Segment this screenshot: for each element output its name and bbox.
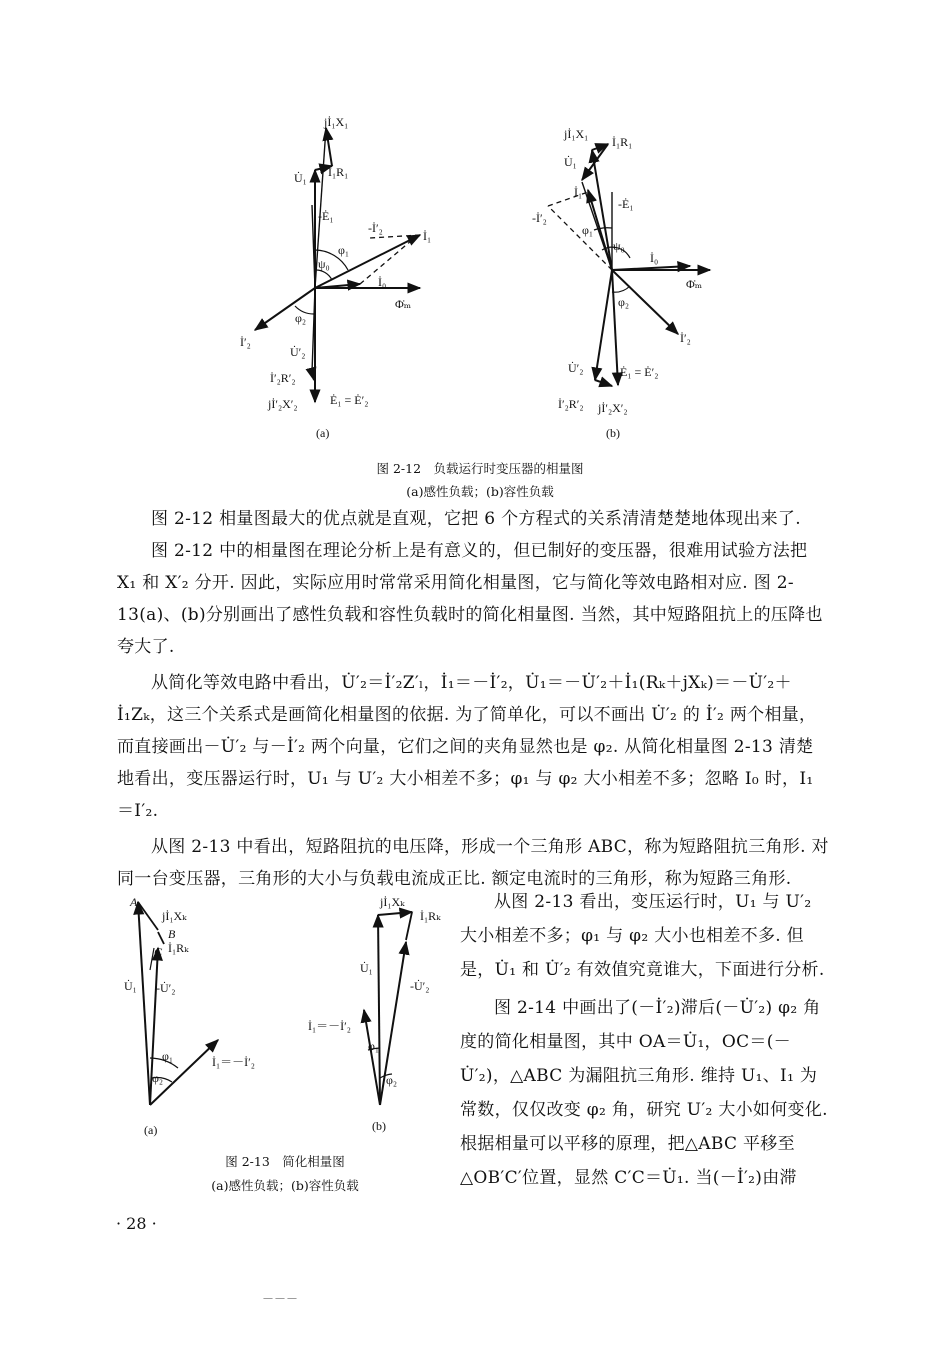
diagram-b xyxy=(548,144,710,386)
label-a-minusI2p: -İ′₂ xyxy=(368,221,383,235)
figure-2-12 xyxy=(220,110,740,450)
label-13a-C: C xyxy=(154,945,163,959)
diagram-13a-labels xyxy=(124,895,255,1137)
label-b-jI1X1: jİ₁X₁ xyxy=(564,127,589,141)
sublabel-13b: (b) xyxy=(372,1119,386,1133)
label-b-E1eqE2p: Ė₁ = Ė′₂ xyxy=(620,365,659,379)
figure-2-13-caption: 图 2-13 简化相量图 xyxy=(225,1154,345,1169)
label-b-I2p: İ′₂ xyxy=(680,331,691,345)
label-a-I2pR2p: İ′₂R′₂ xyxy=(270,371,296,385)
label-a-I2p: İ′₂ xyxy=(240,335,251,349)
paragraph-3: 从简化等效电路中看出，U̇′₂＝İ′₂Z′ₗ，İ₁＝－İ′₂，U̇₁＝－U̇′₂＋İ₁(Rₖ＋jXₖ)＝－U̇′₂＋İ₁Zₖ，这三个关系式是画简化相量图的依据. 为了简单化，可以不画出 U̇′₂ 的 İ′₂ 两个相量，而直接画出－U̇′₂ 与－İ′₂ 两个向量，它们之间的夹角显然也是 φ₂. 从简化相量图 2-13 清楚地看出，变压器运行时，U₁ 与 U′₂ 大小相差不多；φ₁ 与 φ₂ 大小相差不多；忽略 I₀ 时，I₁＝I′₂. xyxy=(117,673,817,821)
body-text xyxy=(117,503,829,895)
label-a-jI2pX2p: jİ′₂X′₂ xyxy=(268,397,298,411)
label-b-I2pR2p: İ′₂R′₂ xyxy=(558,397,584,411)
label-13b-jI1Xk: jİ₁Xₖ xyxy=(380,895,405,909)
label-b-minusE1: -Ė₁ xyxy=(618,197,634,211)
label-13b-minusU2p: -U̇′₂ xyxy=(410,979,430,993)
label-a-U1: U̇₁ xyxy=(294,171,307,185)
label-a-I1: İ₁ xyxy=(423,229,432,243)
figure-2-13 xyxy=(110,890,460,1140)
label-a-I1R1: İ₁R₁ xyxy=(328,165,349,179)
side-paragraph-1: 从图 2-13 看出，变压运行时，U₁ 与 U′₂ 大小相差不多；φ₁ 与 φ₂ 大小也相差不多. 但是，U̇₁ 和 U̇′₂ 有效值究竟谁大，下面进行分析. xyxy=(460,892,825,980)
label-a-E1eqE2p: Ė₁ = Ė′₂ xyxy=(330,393,369,407)
label-b-phim: Φ̇ₘ xyxy=(686,277,703,291)
label-13a-minusU2p: -U̇′₂ xyxy=(156,981,176,995)
label-13a-U1: U̇₁ xyxy=(124,979,137,993)
label-13a-A: A xyxy=(130,895,138,909)
label-a-U2p: U̇′₂ xyxy=(290,345,306,359)
diagram-13a xyxy=(138,902,218,1105)
figure-2-13-subcaption: (a)感性负载；(b)容性负载 xyxy=(211,1178,359,1193)
figure-2-12-subcaption: (a)感性负载；(b)容性负载 xyxy=(406,484,554,499)
label-13b-I1Rk: İ₁Rₖ xyxy=(420,909,441,923)
label-13b-I1eq: İ₁＝－İ′₂ xyxy=(308,1019,351,1033)
diagram-13b-labels xyxy=(308,895,441,1133)
label-13a-B: B xyxy=(168,927,176,941)
label-13b-phi2: φ₂ xyxy=(386,1073,398,1087)
figure-2-12-caption: 图 2-12 负载运行时变压器的相量图 xyxy=(376,461,584,476)
paragraph-4: 从图 2-13 中看出，短路阻抗的电压降，形成一个三角形 ABC，称为短路阻抗三角形. 对同一台变压器，三角形的大小与负载电流成正比. 额定电流时的三角形，称为短路三角形. xyxy=(117,837,829,889)
label-13a-jI1Xk: jİ₁Xₖ xyxy=(162,909,187,923)
diagram-b-labels xyxy=(532,127,702,440)
label-a-psi0: ψ₀ xyxy=(318,257,330,271)
label-b-psi0: ψ₀ xyxy=(613,239,625,253)
label-b-phi1: φ₁ xyxy=(582,223,594,237)
sublabel-a: (a) xyxy=(316,426,330,440)
label-a-jI1X1: jİ₁X₁ xyxy=(324,115,349,129)
sublabel-b: (b) xyxy=(606,426,620,440)
label-a-I0: İ₀ xyxy=(378,275,387,289)
paragraph-2: 图 2-12 中的相量图在理论分析上是有意义的，但已制好的变压器，很难用试验方法把 X₁ 和 X′₂ 分开. 因此，实际应用时常常采用简化相量图，它与简化等效电路相对应. 图 2-13(a)、(b)分别画出了感性负载和容性负载时的简化相量图. 当然，其中短路阻抗上的压降也夸大了. xyxy=(117,541,823,657)
label-b-I0: İ₀ xyxy=(650,251,659,265)
side-paragraph-2: 图 2-14 中画出了(－İ′₂)滞后(－U̇′₂) φ₂ 角度的简化相量图，其中 OA＝U̇₁，OC＝(－U̇′₂)，△ABC 为漏阻抗三角形. 维持 U₁、I₁ 为常数，仅仅改变 φ₂ 角，研究 U′₂ 大小如何变化. 根据相量可以平移的原理，把△ABC 平移至△OB′C′位置，显然 C′C＝U̇₁. 当(－İ′₂)由滞 xyxy=(460,998,828,1188)
label-a-phim: Φ̇ₘ xyxy=(395,297,412,311)
label-b-jI2pX2p: jİ′₂X′₂ xyxy=(598,401,628,415)
label-13a-phi1: φ₁ xyxy=(162,1049,174,1063)
side-text xyxy=(460,885,830,1195)
label-b-U1: U̇₁ xyxy=(564,155,577,169)
label-b-I1: İ₁ xyxy=(574,185,583,199)
label-13a-I1eq: İ₁＝－İ′₂ xyxy=(212,1055,255,1069)
label-13a-phi2: φ₂ xyxy=(152,1071,164,1085)
label-a-phi2: φ₂ xyxy=(295,311,307,325)
label-b-I1R1: İ₁R₁ xyxy=(612,135,633,149)
label-a-phi1: φ₁ xyxy=(338,243,350,257)
label-b-phi2: φ₂ xyxy=(618,295,630,309)
label-b-minusI2p: -İ′₂ xyxy=(532,211,547,225)
page-number: · 28 · xyxy=(116,1214,157,1233)
label-a-minusE1: -Ė₁ xyxy=(318,209,334,223)
label-13b-phi1: φ₁ xyxy=(368,1039,380,1053)
label-13a-I1Rk: İ₁Rₖ xyxy=(168,941,189,955)
footer-mark: －－－ xyxy=(262,1292,299,1306)
label-13b-U1: U̇₁ xyxy=(360,961,373,975)
paragraph-1: 图 2-12 相量图最大的优点就是直观，它把 6 个方程式的关系清清楚楚地体现出来了. xyxy=(151,509,801,529)
label-b-U2p: U̇′₂ xyxy=(568,361,584,375)
sublabel-13a: (a) xyxy=(144,1123,158,1137)
